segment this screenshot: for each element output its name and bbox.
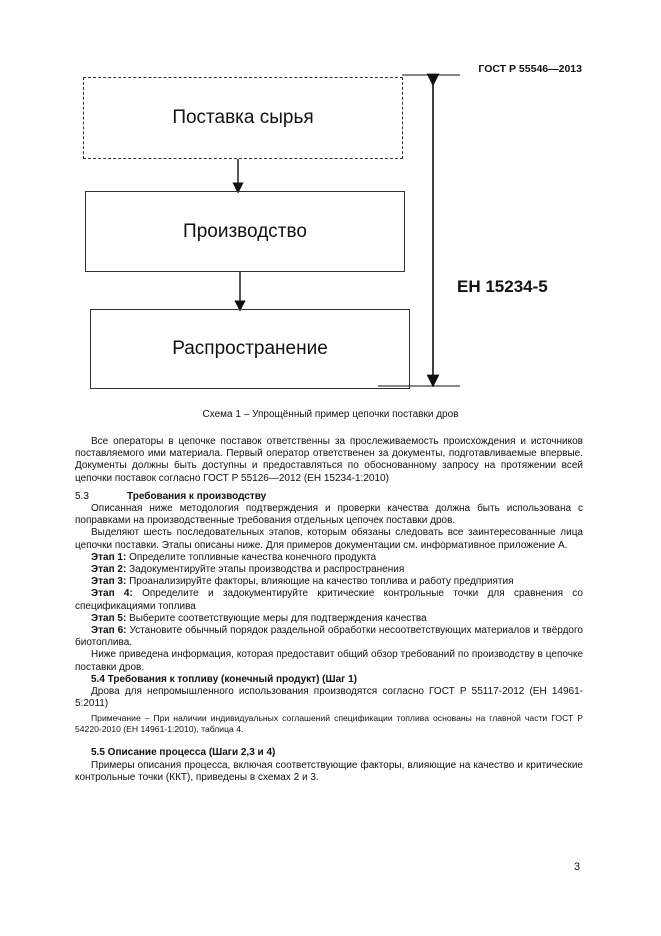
stage-5-text: Выберите соответствующие меры для подтверждения качества (126, 612, 427, 624)
stage-2 (75, 564, 583, 576)
box-distribution (90, 309, 410, 389)
section-5-3-heading (75, 491, 583, 503)
stage-5 (75, 613, 583, 625)
stage-1-text: Определите топливные качества конечного продукта (126, 551, 377, 563)
supply-chain-diagram (0, 0, 661, 400)
stage-6-text: Установите обычный порядок раздельной обработки несоответствующих материалов и твёрдого биотоплива. (75, 625, 583, 649)
body-text (75, 436, 583, 784)
section-5-4-heading: 5.4 Требования к топливу (конечный продукт) (Шаг 1) (91, 673, 357, 685)
section-5-5-heading: 5.5 Описание процесса (Шаги 2,3 и 4) (91, 747, 276, 759)
box-production-label: Производство (183, 220, 307, 242)
stage-2-label: Этап 2: (91, 564, 127, 576)
paragraph-traceability: Все операторы в цепочке поставок ответственны за прослеживаемость происхождения и источников поставляемого ими материала. Первый оператор ответственен за документы, подготавливаемые впервые. Документы должны быть доступны и предоставляться по обоснованному запросу на протяжении всей цепочки поставок согласно ГОСТ Р 55126—2012 (ЕН 15234-1:2010) (75, 436, 583, 484)
stage-6-label: Этап 6: (91, 625, 127, 637)
document-code: ГОСТ Р 55546—2013 (478, 63, 582, 75)
paragraph-six-stages: Выделяют шесть последовательных этапов, которым обязаны следовать все заинтересованные лица цепочки поставки. Этапы описаны ниже. Для примеров документации см. информативное приложение А. (75, 527, 583, 551)
section-5-3-title: Требования к производству (127, 490, 267, 502)
page-number: 3 (574, 861, 581, 873)
stage-2-text: Задокументируйте этапы производства и распространения (126, 564, 405, 576)
stage-6 (75, 625, 583, 649)
box-raw-material-supply-label: Поставка сырья (172, 107, 314, 128)
standard-range-label: ЕН 15234-5 (457, 277, 548, 296)
section-5-3-number: 5.3 (75, 490, 89, 502)
stage-5-label: Этап 5: (91, 612, 127, 624)
figure-caption: Схема 1 – Упрощённый пример цепочки поставки дров (202, 409, 459, 420)
stage-1 (75, 552, 583, 564)
stage-4 (75, 588, 583, 612)
stage-3-text: Проанализируйте факторы, влияющие на качество топлива и работу предприятия (126, 576, 514, 588)
stage-1-label: Этап 1: (91, 551, 127, 563)
box-distribution-label: Распространение (172, 338, 328, 359)
paragraph-firewood-standard: Дрова для непромышленного использования производятся согласно ГОСТ Р 55117-2012 (ЕН 14961- 5:2011) (75, 686, 583, 710)
stage-4-label: Этап 4: (91, 588, 133, 600)
stage-3-label: Этап 3: (91, 576, 127, 588)
note-specification: Примечание – При наличии индивидуальных соглашений спецификации топлива основаны на главной части ГОСТ Р 54220-2010 (ЕН 14961-1:2010), таблица 4. (75, 713, 583, 735)
paragraph-methodology: Описанная ниже методология подтверждения и проверки качества должна быть использована с поправками на производственные требования отдельных цепочек поставки дров. (75, 503, 583, 527)
stage-4-text: Определите и задокументируйте критические контрольные точки для сравнения со спецификациями топлива (75, 588, 583, 612)
box-raw-material-supply (83, 77, 403, 159)
paragraph-overview: Ниже приведена информация, которая предоставит общий обзор требований по производству в цепочке поставки дров. (75, 649, 583, 673)
stage-3 (75, 576, 583, 588)
box-production (85, 191, 405, 272)
paragraph-process-examples: Примеры описания процесса, включая соответствующие факторы, влияющие на качество и критические контрольные точки (ККТ), приведены в схемах 2 и 3. (75, 759, 583, 783)
